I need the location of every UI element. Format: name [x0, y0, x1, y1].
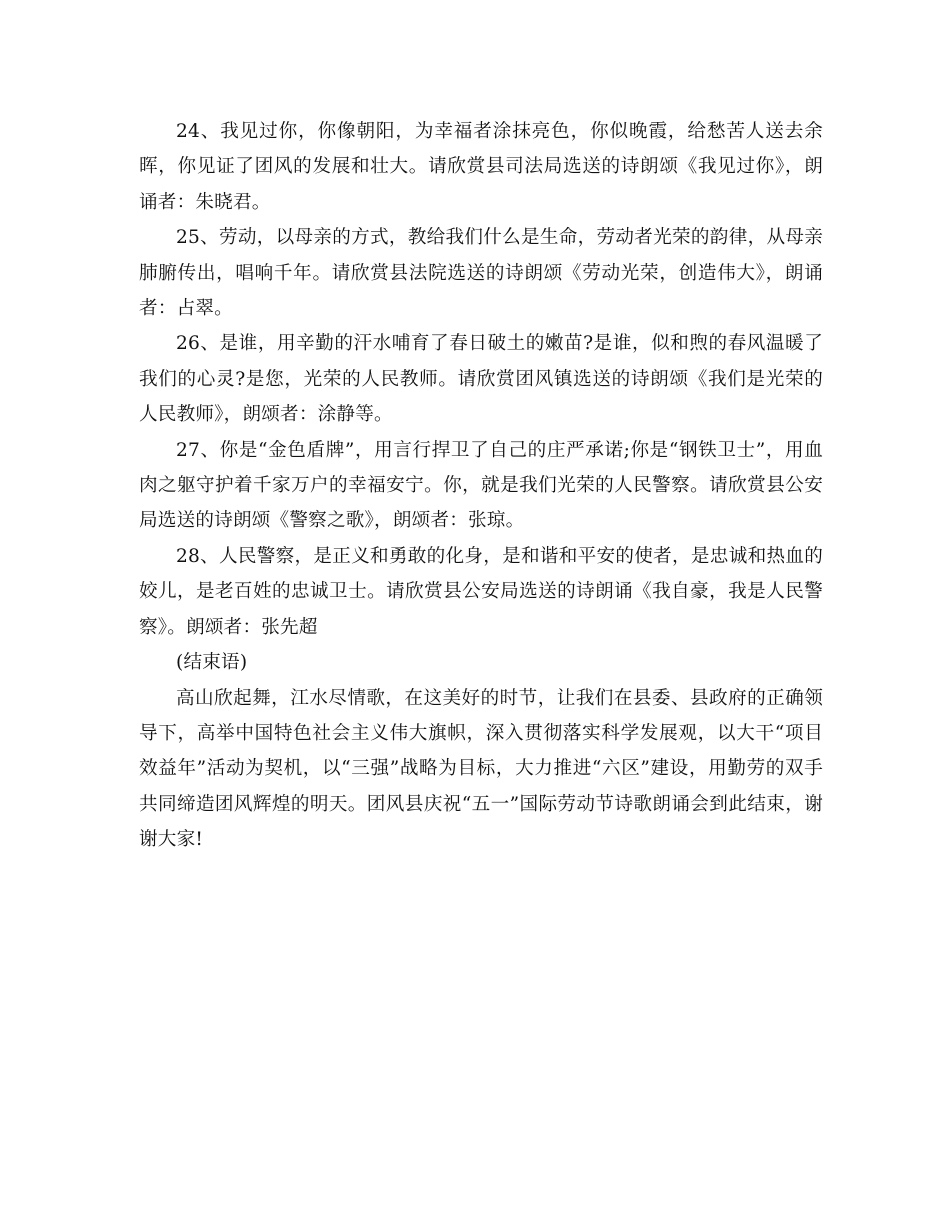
paragraph-27: 27、你是“金色盾牌”，用言行捍卫了自己的庄严承诺;你是“钢铁卫士”，用血肉之躯守护着千家万户的幸福安宁。你，就是我们光荣的人民警察。请欣赏县公安局选送的诗朗颂《警察之歌》，朗颂者：张琼。 — [139, 439, 823, 532]
closing-paragraph: 高山欣起舞，江水尽情歌，在这美好的时节，让我们在县委、县政府的正确领导下，高举中国特色社会主义伟大旗帜，深入贯彻落实科学发展观，以大干“项目效益年”活动为契机，以“三强”战略为目标，大力推进“六区”建设，用勤劳的双手共同缔造团风辉煌的明天。团风县庆祝“五一”国际劳动节诗歌朗诵会到此结束，谢谢大家! — [139, 687, 823, 851]
paragraph-28: 28、人民警察，是正义和勇敢的化身，是和谐和平安的使者，是忠诚和热血的姣儿，是老百姓的忠诚卫士。请欣赏县公安局选送的诗朗诵《我自豪，我是人民警察》。朗颂者：张先超 — [139, 545, 823, 638]
paragraph-25: 25、劳动，以母亲的方式，教给我们什么是生命，劳动者光荣的韵律，从母亲肺腑传出，唱响千年。请欣赏县法院选送的诗朗颂《劳动光荣，创造伟大》，朗诵者：占翠。 — [139, 227, 823, 320]
closing-heading: (结束语) — [176, 652, 248, 674]
document-body — [139, 114, 823, 858]
paragraph-24: 24、我见过你，你像朝阳，为幸福者涂抹亮色，你似晚霞，给愁苦人送去余晖，你见证了团风的发展和壮大。请欣赏县司法局选送的诗朗颂《我见过你》，朗诵者：朱晓君。 — [139, 121, 823, 213]
paragraph-26: 26、是谁，用辛勤的汗水哺育了春日破土的嫩苗?是谁，似和煦的春风温暖了我们的心灵?是您，光荣的人民教师。请欣赏团风镇选送的诗朗颂《我们是光荣的人民教师》，朗颂者：涂静等。 — [139, 333, 823, 426]
